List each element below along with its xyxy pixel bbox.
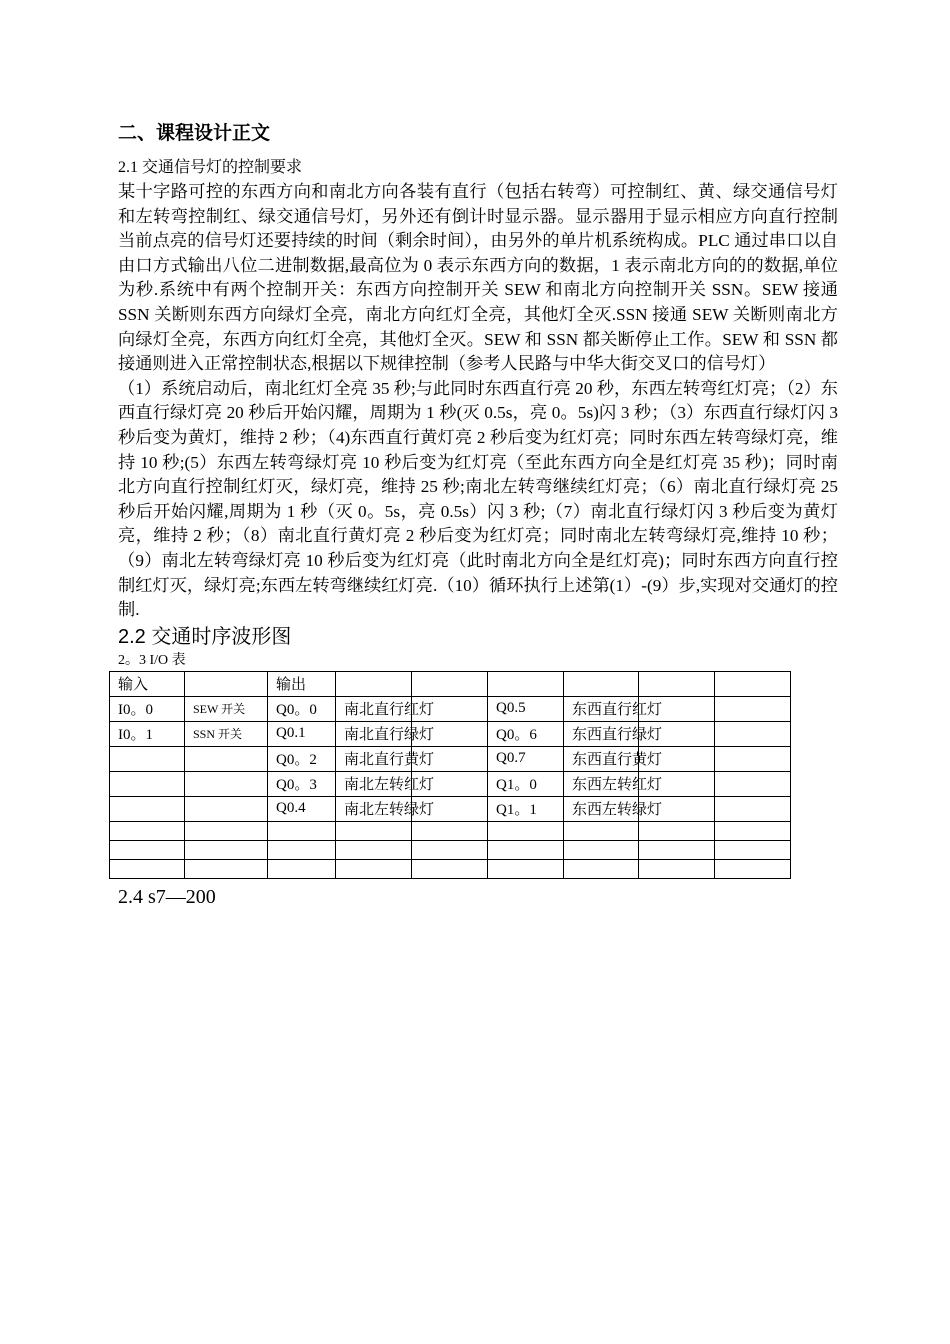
table-cell: 南北直行红灯 [336, 696, 412, 721]
table-cell: 输出 [268, 671, 336, 696]
table-cell [185, 840, 268, 859]
table-cell [185, 859, 268, 878]
table-cell [715, 721, 791, 746]
table-cell: I0。1 [110, 721, 185, 746]
table-cell [336, 840, 412, 859]
table-cell: Q0。2 [268, 746, 336, 771]
document-page [118, 120, 838, 911]
table-cell [110, 821, 185, 840]
table-cell [412, 671, 488, 696]
table-cell [110, 796, 185, 821]
table-cell [185, 746, 268, 771]
table-cell [715, 771, 791, 796]
table-cell: Q0.7 [488, 746, 564, 771]
table-cell [185, 821, 268, 840]
table-cell: Q0。0 [268, 696, 336, 721]
table-cell [110, 746, 185, 771]
control-steps-paragraph: （1）系统启动后，南北红灯全亮 35 秒;与此同时东西直行亮 20 秒，东西左转弯红灯亮；（2）东西直行绿灯亮 20 秒后开始闪耀，周期为 1 秒(灭 0.5s，亮 0。5s)闪 3 秒；（3）东西直行绿灯闪 3 秒后变为黄灯，维持 2 秒；（4)东西直行黄灯亮 2 秒后变为红灯亮；同时东西左转弯绿灯亮，维持 10 秒;(5）东西左转弯绿灯亮 10 秒后变为红灯亮（至此东西方向全是红灯亮 35 秒)；同时南北方向直行控制红灯灭，绿灯亮，维持 25 秒;南北左转弯继续红灯亮；（6）南北直行绿灯亮 25 秒后开始闪耀,周期为 1 秒（灭 0。5s，亮 0.5s）闪 3 秒;（7）南北直行绿灯闪 3 秒后变为黄灯亮，维持 2 秒；（8）南北直行黄灯亮 2 秒后变为红灯亮；同时南北左转弯绿灯亮,维持 10 秒；（9）南北左转弯绿灯亮 10 秒后变为红灯亮（此时南北方向全是红灯亮)；同时东西方向直行控制红灯灭，绿灯亮;东西左转弯继续红灯亮.（10）循环执行上述第(1）-(9）步,实现对交通灯的控制. [118, 378, 838, 620]
table-cell [110, 771, 185, 796]
table-cell: 东西左转绿灯 [564, 796, 639, 821]
table-cell [715, 671, 791, 696]
heading-2-4: 2.4 s7—200 [118, 885, 216, 908]
table-cell [185, 671, 268, 696]
table-cell: Q0。3 [268, 771, 336, 796]
table-cell: SEW 开关 [185, 696, 268, 721]
table-cell [336, 671, 412, 696]
table-cell [268, 821, 336, 840]
table-cell [268, 840, 336, 859]
table-cell [564, 821, 639, 840]
table-cell [412, 821, 488, 840]
table-cell [488, 821, 564, 840]
table-cell: 东西左转红灯 [564, 771, 639, 796]
table-row [110, 859, 791, 878]
table-cell: Q1。1 [488, 796, 564, 821]
table-row [110, 696, 791, 721]
table-cell [715, 746, 791, 771]
table-cell: 东西直行黄灯 [564, 746, 639, 771]
table-cell [488, 671, 564, 696]
table-cell: Q0.1 [268, 721, 336, 746]
table-cell [336, 859, 412, 878]
table-cell [488, 840, 564, 859]
table-cell [715, 821, 791, 840]
table-cell: Q0.4 [268, 796, 336, 821]
table-cell: 南北直行绿灯 [336, 721, 412, 746]
heading-2-2: 2.2 交通时序波形图 [118, 625, 292, 648]
table-cell [185, 771, 268, 796]
table-cell: 输入 [110, 671, 185, 696]
table-cell [715, 696, 791, 721]
table-cell: 南北直行黄灯 [336, 746, 412, 771]
table-row [110, 771, 791, 796]
table-cell [336, 821, 412, 840]
table-row [110, 821, 791, 840]
table-cell: Q0。6 [488, 721, 564, 746]
table-cell [412, 859, 488, 878]
table-cell [715, 859, 791, 878]
table-cell: SSN 开关 [185, 721, 268, 746]
table-cell: 东西直行红灯 [564, 696, 639, 721]
table-cell [110, 859, 185, 878]
table-cell [715, 796, 791, 821]
heading-2-1: 2.1 交通信号灯的控制要求 [118, 159, 303, 176]
table-row [110, 671, 791, 696]
table-cell [268, 859, 336, 878]
table-cell [110, 840, 185, 859]
heading-2-3: 2。3 I/O 表 [118, 652, 186, 668]
table-cell [185, 796, 268, 821]
table-row [110, 796, 791, 821]
table-cell [488, 859, 564, 878]
table-cell: Q1。0 [488, 771, 564, 796]
requirements-paragraph: 某十字路可控的东西方向和南北方向各装有直行（包括右转弯）可控制红、黄、绿交通信号灯和左转弯控制红、绿交通信号灯，另外还有倒计时显示器。显示器用于显示相应方向直行控制当前点亮的信号灯还要持续的时间（剩余时间），由另外的单片机系统构成。PLC 通过串口以自由口方式输出八位二进制数据,最高位为 0 表示东西方向的数据，1 表示南北方向的的数据,单位为秒.系统中有两个控制开关：东西方向控制开关 SEW 和南北方向控制开关 SSN。SEW 接通 SSN 关断则东西方向绿灯全亮，南北方向红灯全亮，其他灯全灭.SSN 接通 SEW 关断则南北方向绿灯全亮，东西方向红灯全亮，其他灯全灭。SEW 和 SSN 都关断停止工作。SEW 和 SSN 都接通则进入正常控制状态,根据以下规律控制（参考人民路与中华大街交叉口的信号灯） [118, 182, 838, 374]
io-table [109, 671, 791, 879]
table-cell: 南北左转绿灯 [336, 796, 412, 821]
table-cell [639, 671, 715, 696]
table-cell [412, 840, 488, 859]
table-cell [715, 840, 791, 859]
table-cell [564, 859, 639, 878]
section-title: 二、课程设计正文 [118, 122, 271, 144]
table-row [110, 721, 791, 746]
table-cell [639, 859, 715, 878]
table-cell [639, 821, 715, 840]
table-row [110, 840, 791, 859]
table-cell [564, 671, 639, 696]
table-cell: Q0.5 [488, 696, 564, 721]
table-cell: 东西直行绿灯 [564, 721, 639, 746]
table-row [110, 746, 791, 771]
table-cell: I0。0 [110, 696, 185, 721]
table-cell: 南北左转红灯 [336, 771, 412, 796]
table-cell [639, 840, 715, 859]
table-cell [564, 840, 639, 859]
